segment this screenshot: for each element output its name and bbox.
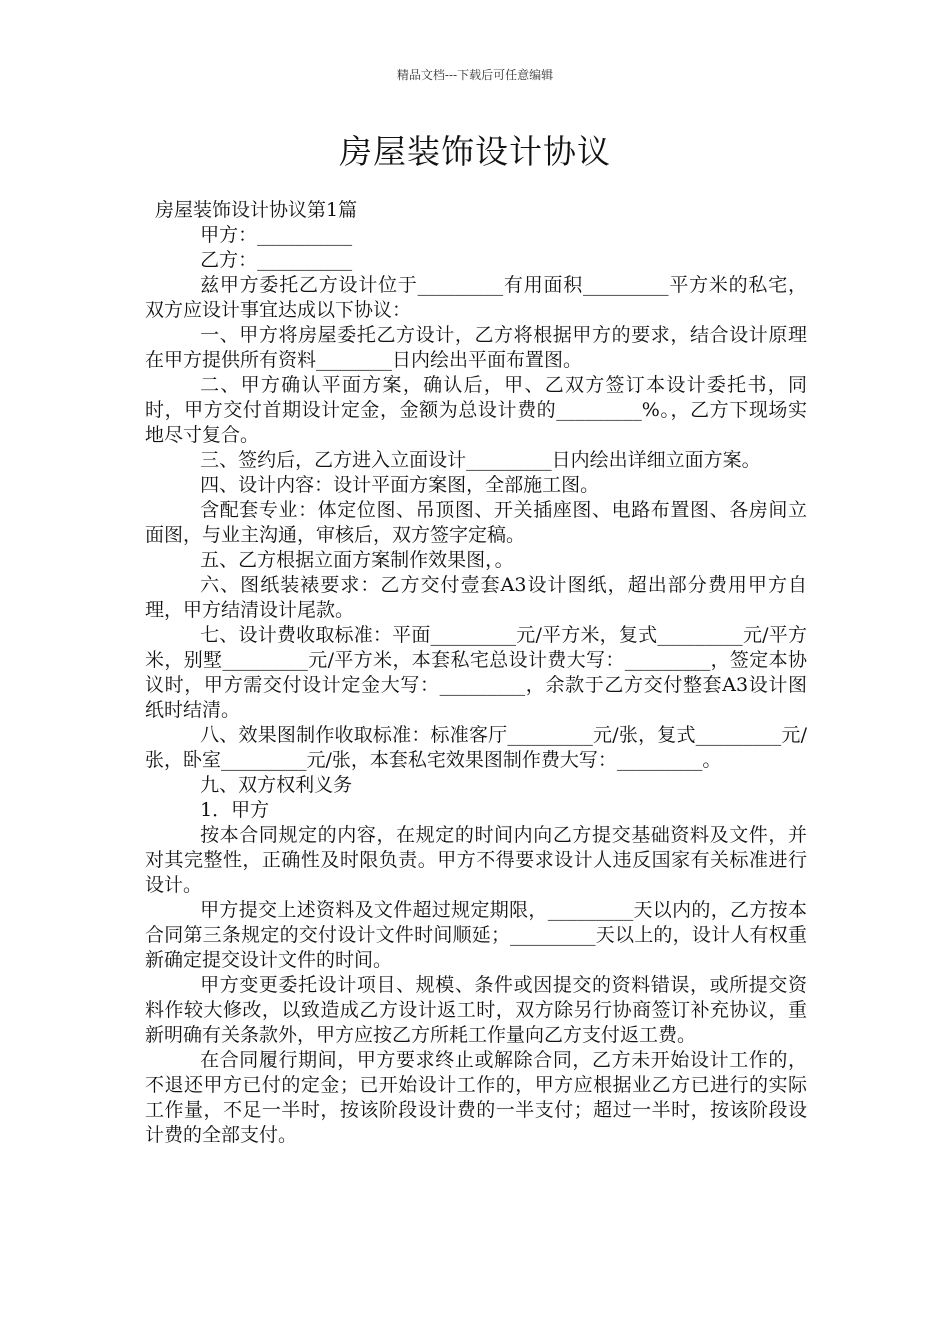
page-header: 精品文档---下载后可任意编辑 <box>396 68 554 82</box>
paragraph: 在合同履行期间，甲方要求终止或解除合同，乙方未开始设计工作的，不退还甲方已付的定金；已开始设计工作的，甲方应根据业乙方已进行的实际工作量，不足一半时，按该阶段设计费的一半支付；超过一半时，按该阶段设计费的全部支付。 <box>145 1049 807 1146</box>
clause-5: 五、乙方根据立面方案制作效果图，。 <box>200 549 514 571</box>
paragraph: 含配套专业：体定位图、吊顶图、开关插座图、电路布置图、各房间立面图，与业主沟通，审核后，双方签字定稿。 <box>145 499 807 546</box>
clause-1: 一、甲方将房屋委托乙方设计，乙方将根据甲方的要求，结合设计原理在甲方提供所有资料________日内绘出平面布置图。 <box>145 324 807 371</box>
paragraph: 兹甲方委托乙方设计位于_________有用面积_________平方米的私宅，双方应设计事宜达成以下协议： <box>145 274 807 321</box>
party-a-line: 甲方：__________ <box>200 224 353 246</box>
clause-6: 六、图纸装裱要求：乙方交付壹套A3设计图纸，超出部分费用甲方自理，甲方结清设计尾款。 <box>145 574 807 621</box>
document-body <box>145 198 807 1148</box>
paragraph: 甲方提交上述资料及文件超过规定期限，_________天以内的，乙方按本合同第三条规定的交付设计文件时间顺延；_________天以上的，设计人有权重新确定提交设计文件的时间。 <box>145 899 807 971</box>
clause-7: 七、设计费收取标准：平面_________元/平方米，复式_________元/平方米，别墅_________元/平方米，本套私宅总设计费大写：_________，签定本协议时，甲方需交付设计定金大写：_________，余款于乙方交付整套A3设计图纸时结清。 <box>145 624 807 721</box>
section-heading: 1．甲方 <box>200 799 270 821</box>
document-title: 房屋装饰设计协议 <box>339 132 611 171</box>
clause-3: 三、签约后，乙方进入立面设计_________日内绘出详细立面方案。 <box>200 449 761 471</box>
clause-8: 八、效果图制作收取标准：标准客厅_________元/张，复式_________元/张，卧室_________元/张，本套私宅效果图制作费大写：_________。 <box>145 724 807 771</box>
party-b-line: 乙方：__________ <box>200 249 353 271</box>
paragraph: 甲方变更委托设计项目、规模、条件或因提交的资料错误，或所提交资料作较大修改，以致造成乙方设计返工时，双方除另行协商签订补充协议，重新明确有关条款外，甲方应按乙方所耗工作量向乙方支付返工费。 <box>145 974 807 1046</box>
clause-2: 二、甲方确认平面方案，确认后，甲、乙双方签订本设计委托书，同时，甲方交付首期设计定金，金额为总设计费的_________%。，乙方下现场实地尽寸复合。 <box>145 374 807 446</box>
clause-9-heading: 九、双方权利义务 <box>200 774 353 796</box>
paragraph: 按本合同规定的内容，在规定的时间内向乙方提交基础资料及文件，并对其完整性，正确性及时限负责。甲方不得要求设计人违反国家有关标准进行设计。 <box>145 824 807 896</box>
clause-4: 四、设计内容：设计平面方案图，全部施工图。 <box>200 474 600 496</box>
document-subtitle: 房屋装饰设计协议第1篇 <box>155 199 358 221</box>
